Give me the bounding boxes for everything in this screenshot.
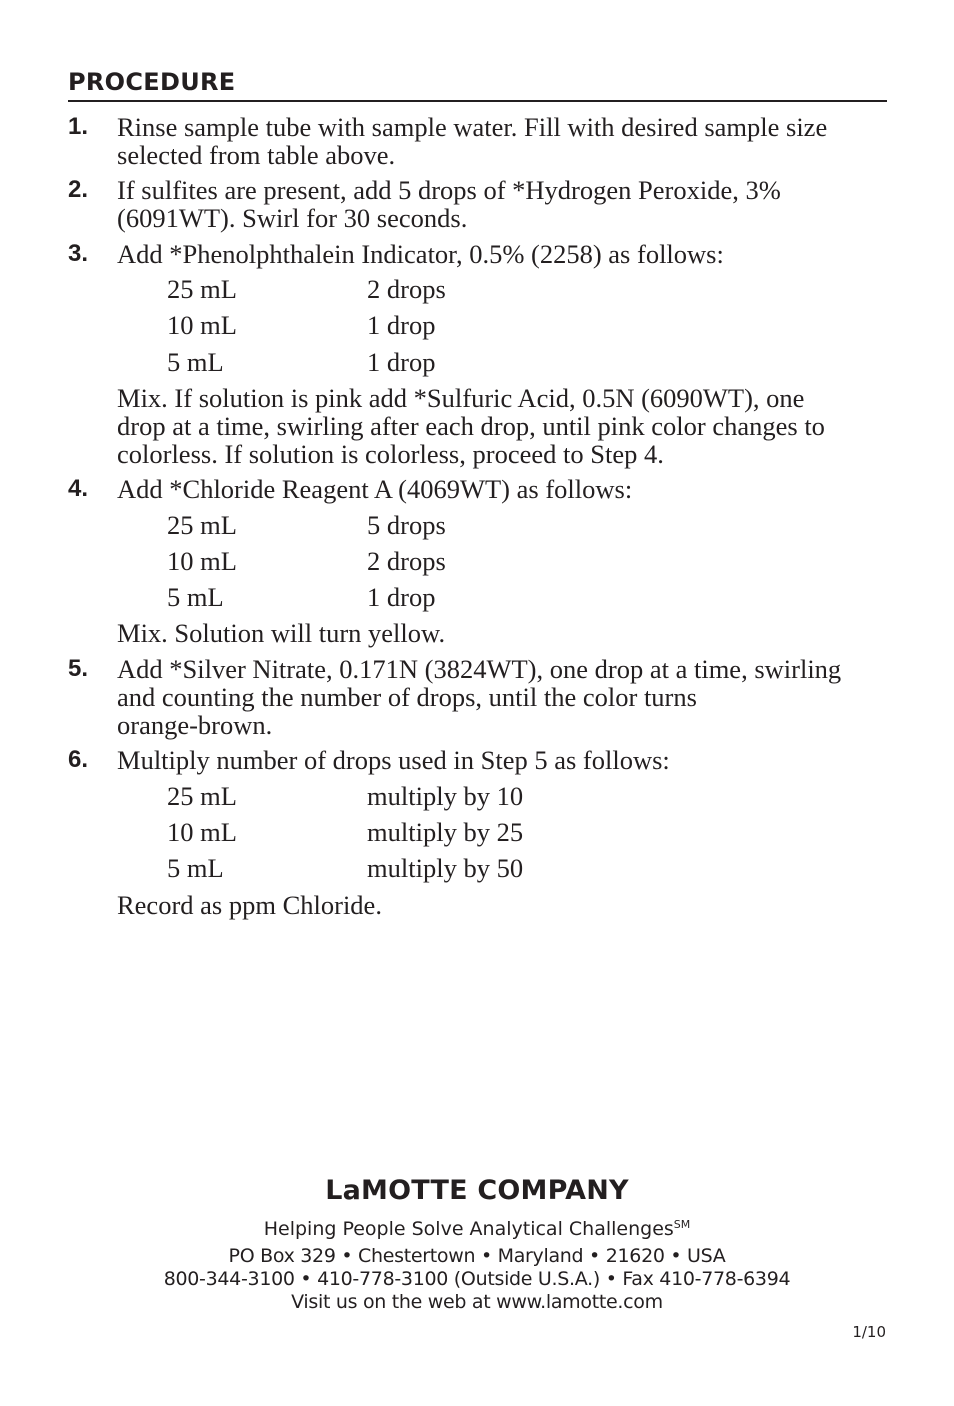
sample-size: 5 mL — [167, 582, 224, 612]
note-line: Mix. If solution is pink add *Sulfuric Acid, 0.5N (6090WT), one — [117, 383, 805, 413]
dose-amount: 2 drops — [367, 546, 446, 576]
company-address: PO Box 329 • Chestertown • Maryland • 21620 • USA — [228, 1245, 726, 1267]
heading-rule — [68, 100, 887, 102]
multiplier-row — [68, 854, 768, 890]
company-contact — [0, 1245, 954, 1314]
dose-row — [68, 511, 768, 547]
dose-row — [68, 547, 768, 583]
sample-size: 25 mL — [167, 781, 237, 811]
sample-size: 10 mL — [167, 546, 237, 576]
note-line: drop at a time, swirling after each drop, until pink color changes to — [117, 411, 825, 441]
step-note — [117, 891, 887, 919]
step-line: If sulfites are present, add 5 drops of *Hydrogen Peroxide, 3% — [117, 175, 781, 205]
sample-size: 25 mL — [167, 510, 237, 540]
sample-size: 25 mL — [167, 274, 237, 304]
procedure-heading: PROCEDURE — [68, 68, 236, 96]
dose-amount: 2 drops — [367, 274, 446, 304]
step-text — [117, 113, 887, 169]
sample-size: 5 mL — [167, 347, 224, 377]
dose-row — [68, 583, 768, 619]
step-line: Add *Silver Nitrate, 0.171N (3824WT), one drop at a time, swirling — [117, 654, 842, 684]
service-mark: SM — [673, 1218, 691, 1231]
multiplier-row — [68, 818, 768, 854]
step-line: (6091WT). Swirl for 30 seconds. — [117, 203, 468, 233]
step-number: 4. — [68, 475, 89, 502]
step-text — [117, 655, 887, 739]
tagline-text: Helping People Solve Analytical Challenges — [263, 1218, 674, 1240]
sample-size: 10 mL — [167, 310, 237, 340]
step-number: 6. — [68, 746, 89, 773]
step-text — [117, 240, 887, 268]
dose-amount: 1 drop — [367, 310, 436, 340]
step-text — [117, 475, 887, 503]
dose-amount: 5 drops — [367, 510, 446, 540]
step-number: 5. — [68, 655, 89, 682]
page-number: 1/10 — [852, 1323, 886, 1341]
note-line: Mix. Solution will turn yellow. — [117, 618, 446, 648]
step-line: Add *Phenolphthalein Indicator, 0.5% (2258) as follows: — [117, 239, 724, 269]
multiplier: multiply by 50 — [367, 853, 524, 883]
company-tagline — [0, 1212, 954, 1242]
step-number: 3. — [68, 240, 89, 267]
dose-amount: 1 drop — [367, 347, 436, 377]
dose-row — [68, 348, 768, 384]
note-line: Record as ppm Chloride. — [117, 890, 382, 920]
company-name: LaMOTTE COMPANY — [325, 1175, 629, 1206]
step-text — [117, 746, 887, 774]
step-number: 2. — [68, 176, 89, 203]
step-line: orange-brown. — [117, 710, 273, 740]
sample-size: 5 mL — [167, 853, 224, 883]
step-line: selected from table above. — [117, 140, 396, 170]
dose-row — [68, 275, 768, 311]
step-note — [117, 384, 887, 468]
step-text — [117, 176, 887, 232]
sample-size: 10 mL — [167, 817, 237, 847]
note-line: colorless. If solution is colorless, proceed to Step 4. — [117, 439, 664, 469]
step-note — [117, 619, 887, 647]
multiplier: multiply by 10 — [367, 781, 524, 811]
dose-amount: 1 drop — [367, 582, 436, 612]
step-line: Rinse sample tube with sample water. Fill with desired sample size — [117, 112, 828, 142]
company-phone: 800-344-3100 • 410-778-3100 (Outside U.S.A.) • Fax 410-778-6394 — [163, 1268, 791, 1290]
step-line: Add *Chloride Reagent A (4069WT) as follows: — [117, 474, 633, 504]
dose-row — [68, 311, 768, 347]
company-website: Visit us on the web at www.lamotte.com — [291, 1291, 663, 1313]
multiplier: multiply by 25 — [367, 817, 524, 847]
multiplier-row — [68, 782, 768, 818]
step-line: Multiply number of drops used in Step 5 as follows: — [117, 745, 670, 775]
step-line: and counting the number of drops, until the color turns — [117, 682, 697, 712]
step-number: 1. — [68, 113, 89, 140]
